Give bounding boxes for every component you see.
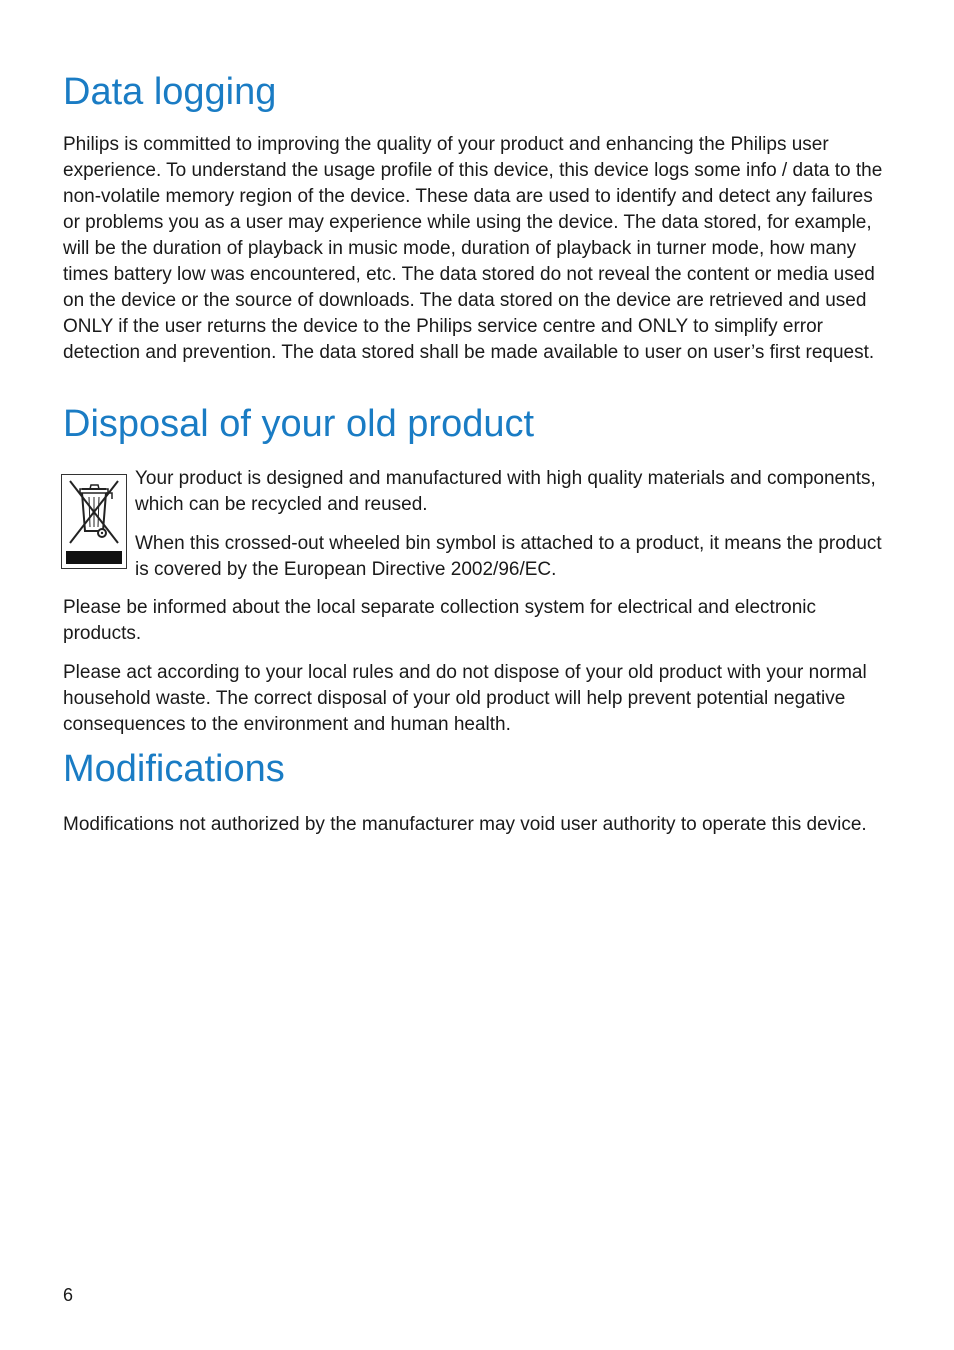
modifications-paragraph: Modifications not authorized by the manufacturer may void user authority to operate this device.: [63, 814, 867, 835]
disposal-intro-text: [135, 466, 893, 583]
disposal-paragraph-3: Please be informed about the local separate collection system for electrical and electronic products.: [63, 597, 817, 644]
disposal-paragraph-2: When this crossed-out wheeled bin symbol is attached to a product, it means the product is covered by the European Directive 2002/96/EC.: [135, 533, 882, 580]
disposal-heading: Disposal of your old product: [63, 403, 535, 445]
data-logging-paragraph: Philips is committed to improving the quality of your product and enhancing the Philips user experience. To understand the usage profile of this device, this device logs some info / data to the non-volatile memory region of the device. These data are used to identify and detect any failures or problems you as a user may experience while using the device. The data stored, for example, will be the duration of playback in music mode, duration of playback in turner mode, how many times battery low was encountered, etc. The data stored do not reveal the content or media used on the device or the source of downloads. The data stored on the device are retrieved and used ONLY if the user returns the device to the Philips service centre and ONLY to simplify error detection and prevention. The data stored shall be made available to user on user’s first request.: [63, 134, 883, 363]
modifications-heading: Modifications: [63, 748, 285, 790]
crossed-out-wheeled-bin-icon: [61, 474, 127, 569]
data-logging-heading: Data logging: [63, 71, 277, 113]
bin-underline-bar: [66, 551, 122, 564]
page-number: 6: [63, 1285, 74, 1305]
disposal-paragraph-1: Your product is designed and manufactured with high quality materials and components, which can be recycled and reused.: [135, 468, 876, 515]
disposal-paragraph-4: Please act according to your local rules and do not dispose of your old product with your normal household waste. The correct disposal of your old product will help prevent potential negative consequences to the environment and human health.: [63, 662, 867, 735]
